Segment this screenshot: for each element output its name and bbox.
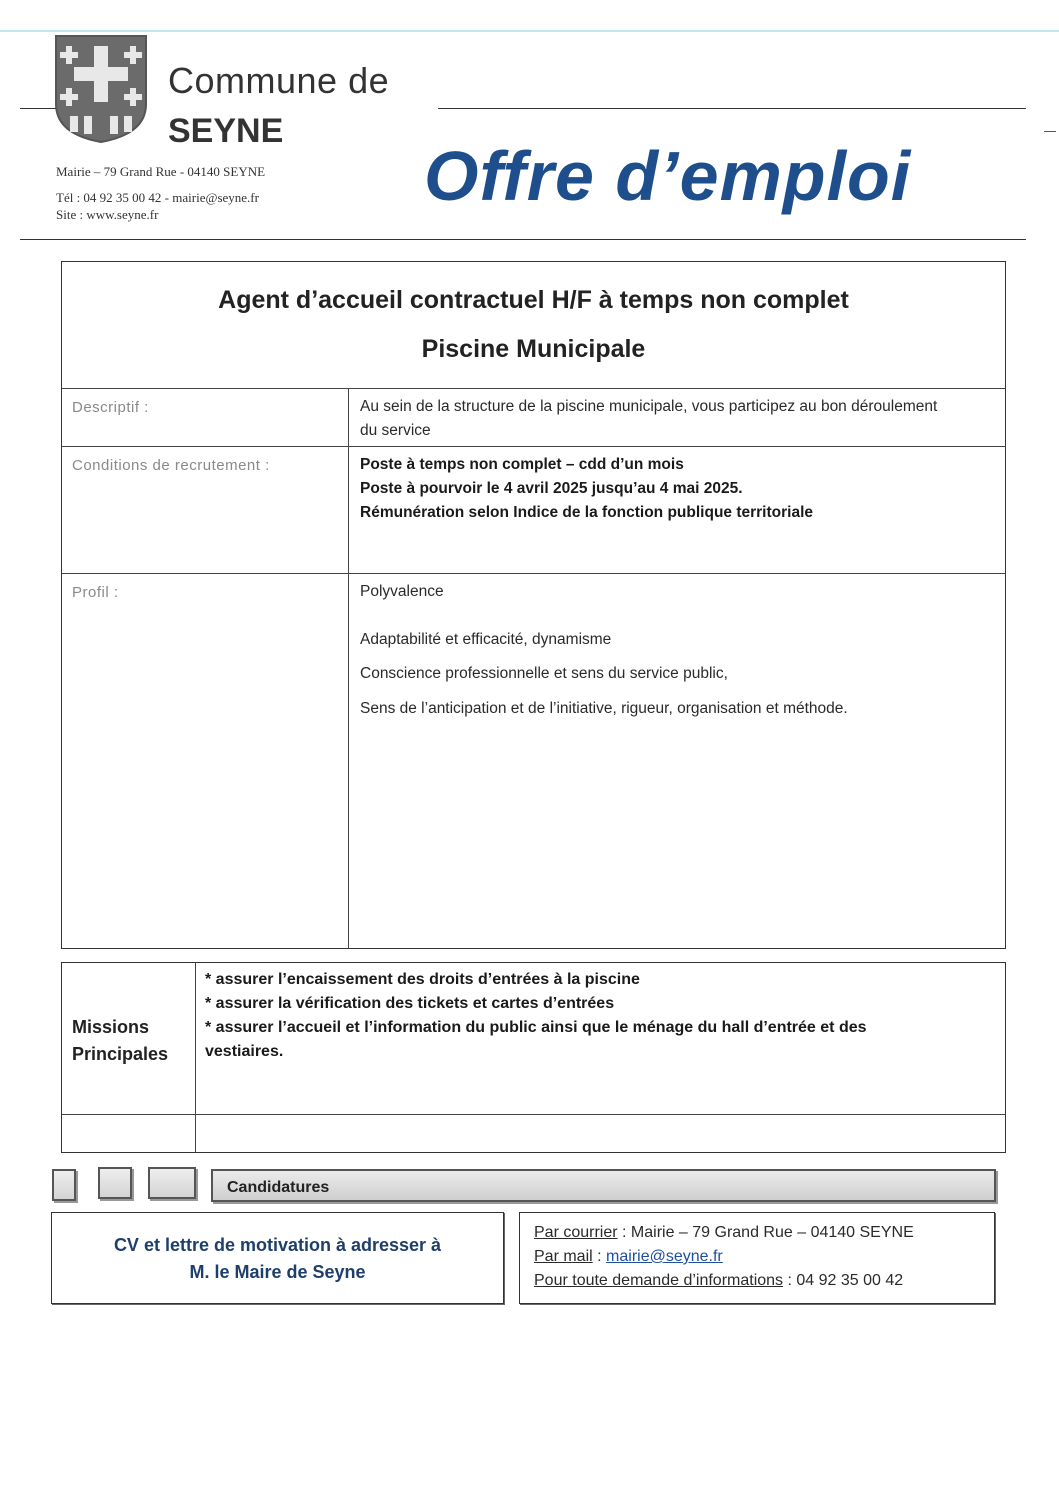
mail-link[interactable]: mairie@seyne.fr	[606, 1248, 723, 1265]
decorative-square	[98, 1167, 132, 1199]
table-divider	[62, 573, 1005, 574]
application-instructions-box	[51, 1212, 504, 1304]
contact-mail	[534, 1248, 723, 1266]
header-rule-left	[20, 108, 56, 109]
candidatures-bar	[211, 1169, 996, 1202]
missions-column-divider	[195, 963, 196, 1152]
missions-label: Missions	[72, 1017, 150, 1037]
job-subtitle: Piscine Municipale	[421, 335, 646, 363]
table-divider	[62, 388, 1005, 389]
descriptif-line: du service	[360, 422, 431, 439]
job-offer-table	[61, 261, 1006, 949]
header-rule-bottom	[20, 239, 1026, 240]
send-line: CV et lettre de motivation à adresser à	[113, 1235, 442, 1255]
commune-name: SEYNE	[168, 112, 284, 150]
contact-post	[534, 1224, 914, 1242]
profil-label: Profil :	[72, 584, 119, 601]
post-label: Par courrier	[534, 1224, 618, 1241]
scan-edge-line	[0, 30, 1059, 32]
decorative-square	[148, 1167, 196, 1199]
mission-item: * assurer l’encaissement des droits d’entrées à la piscine	[205, 971, 640, 988]
post-value: : Mairie – 79 Grand Rue – 04140 SEYNE	[617, 1224, 914, 1241]
mail-sep: :	[592, 1248, 607, 1265]
table-divider	[62, 446, 1005, 447]
mairie-site: Site : www.seyne.fr	[56, 207, 159, 222]
mission-item: * assurer la vérification des tickets et cartes d’entrées	[205, 995, 615, 1012]
missions-table	[61, 962, 1006, 1153]
job-title: Agent d’accueil contractuel H/F à temps non complet	[218, 286, 849, 314]
mairie-phone-email: Tél : 04 92 35 00 42 - mairie@seyne.fr	[56, 190, 259, 205]
contact-box	[519, 1212, 995, 1304]
header-rule-right	[438, 108, 1026, 109]
info-label: Pour toute demande d’informations	[534, 1272, 784, 1289]
commune-crest-logo	[54, 34, 148, 144]
descriptif-line: Au sein de la structure de la piscine municipale, vous participez au bon déroulement	[360, 398, 938, 415]
document-title: Offre d’emploi	[424, 137, 912, 215]
table-column-divider	[348, 388, 349, 948]
mairie-address: Mairie – 79 Grand Rue - 04140 SEYNE	[56, 164, 266, 179]
mail-label: Par mail	[534, 1248, 593, 1265]
profil-line: Sens de l’anticipation et de l’initiative, rigueur, organisation et méthode.	[360, 700, 848, 717]
margin-tick	[1044, 131, 1056, 132]
mission-item: * assurer l’accueil et l’information du public ainsi que le ménage du hall d’entrée et des	[205, 1019, 867, 1036]
send-line: M. le Maire de Seyne	[189, 1262, 366, 1282]
conditions-label: Conditions de recrutement :	[72, 457, 270, 474]
conditions-line: Rémunération selon Indice de la fonction publique territoriale	[360, 504, 814, 521]
descriptif-label: Descriptif :	[72, 399, 149, 416]
profil-line: Conscience professionnelle et sens du service public,	[360, 665, 728, 682]
profil-line: Adaptabilité et efficacité, dynamisme	[360, 631, 612, 648]
contact-info	[534, 1272, 903, 1290]
decorative-square	[52, 1169, 76, 1201]
conditions-line: Poste à pourvoir le 4 avril 2025 jusqu’au 4 mai 2025.	[360, 480, 743, 497]
mission-item: vestiaires.	[205, 1043, 284, 1060]
missions-label: Principales	[72, 1044, 169, 1064]
profil-line: Polyvalence	[360, 583, 444, 600]
missions-divider	[62, 1114, 1005, 1115]
commune-label: Commune de	[168, 60, 390, 101]
candidatures-title: Candidatures	[227, 1179, 330, 1196]
info-value: : 04 92 35 00 42	[783, 1272, 904, 1289]
conditions-line: Poste à temps non complet – cdd d’un mois	[360, 456, 684, 473]
